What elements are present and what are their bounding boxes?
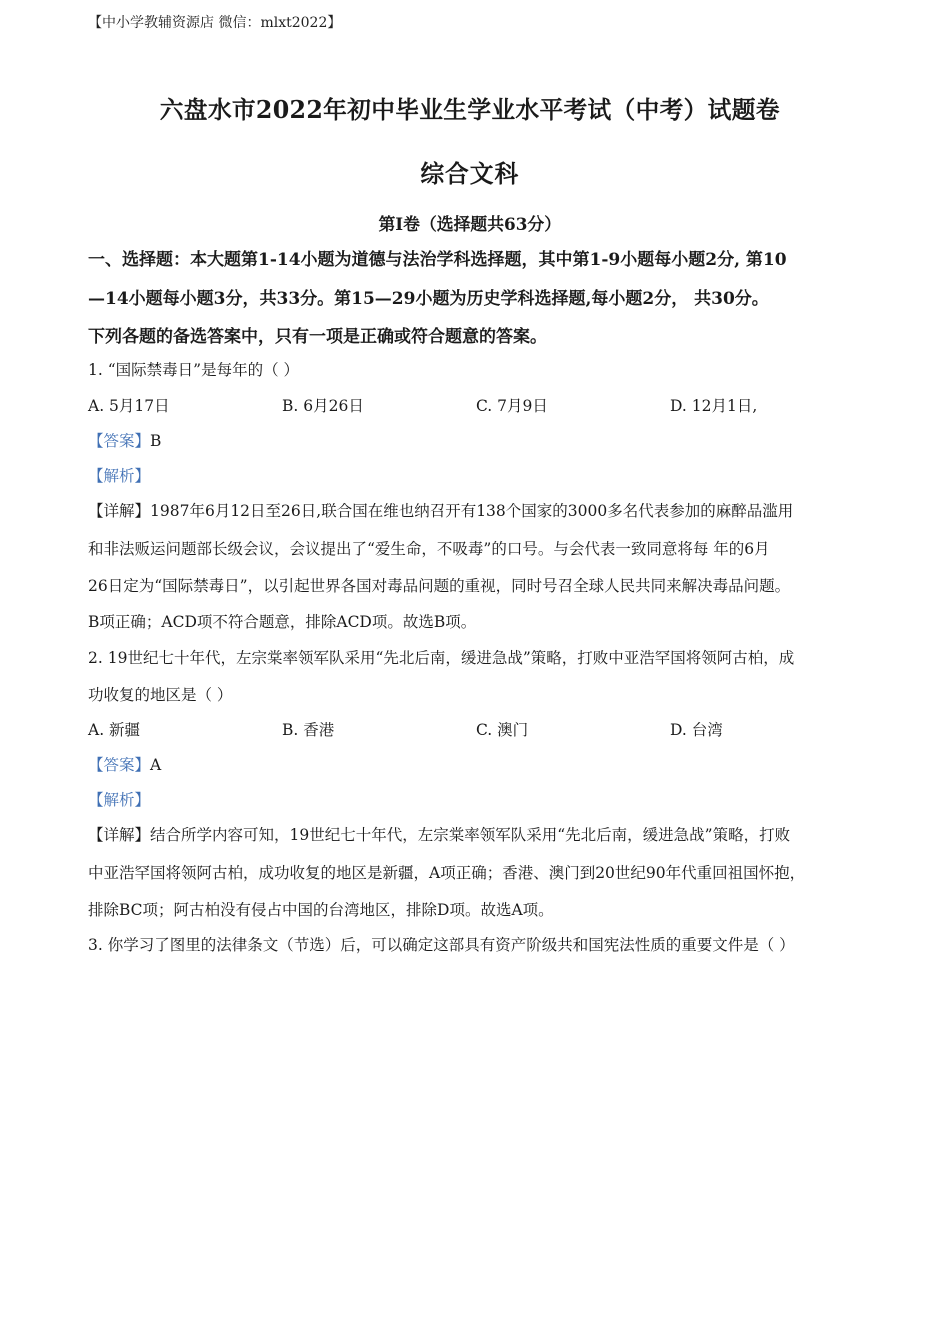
q2-option-b: B. 香港 <box>282 721 335 739</box>
q1-option-b: B. 6月26日 <box>282 397 364 415</box>
answer-tag: 【答案】 <box>88 756 151 774</box>
detail-tag: 【详解】 <box>88 502 151 520</box>
q1-answer <box>88 429 161 451</box>
q2-option-d: D. 台湾 <box>670 721 723 739</box>
q1-option-c: C. 7月9日 <box>476 397 548 415</box>
q1-detail-line-2: 和非法贩运问题部长级会议，会议提出了“爱生命，不吸毒”的口号。与会代表一致同意将每 年的6月 <box>88 540 770 558</box>
q2-option-c: C. 澳门 <box>476 721 529 739</box>
q2-answer <box>88 753 161 775</box>
instructions-line-2: —14小题每小题3分，共33分。第15—29小题为历史学科选择题,每小题2分， 共30分。 <box>88 289 769 309</box>
watermark-text: 【中小学教辅资源店 微信：mlxt2022】 <box>88 15 342 31</box>
q1-option-d: D. 12月1日, <box>670 397 758 415</box>
answer-tag: 【答案】 <box>88 432 151 450</box>
q1-option-a: A. 5月17日 <box>88 397 170 415</box>
instructions-line-3: 下列各题的备选答案中，只有一项是正确或符合题意的答案。 <box>88 327 547 347</box>
q2-stem-line-2: 功收复的地区是（ ） <box>88 686 233 704</box>
q2-analysis-tag: 【解析】 <box>88 791 151 809</box>
detail-text: 1987年6月12日至26日,联合国在维也纳召开有138个国家的3000多名代表参加的麻醉品滥用 <box>150 502 794 520</box>
q1-stem: 1. “国际禁毒日”是每年的（ ） <box>88 361 299 379</box>
q2-detail-line-2: 中亚浩罕国将领阿古柏，成功收复的地区是新疆，A项正确；香港、澳门到20世纪90年代重回祖国怀抱， <box>88 864 806 882</box>
q1-analysis-tag: 【解析】 <box>88 467 151 485</box>
q1-detail-line-3: 26日定为“国际禁毒日”，以引起世界各国对毒品问题的重视，同时号召全球人民共同来解决毒品问题。 <box>88 577 791 595</box>
q2-detail-line-3: 排除BC项；阿古柏没有侵占中国的台湾地区，排除D项。故选A项。 <box>88 901 554 919</box>
answer-value: B <box>150 432 162 450</box>
q1-detail-line-4: B项正确；ACD项不符合题意，排除ACD项。故选B项。 <box>88 613 477 631</box>
q2-detail-line-1 <box>88 823 790 845</box>
exam-subject: 综合文科 <box>420 159 520 188</box>
exam-title: 六盘水市2022年初中毕业生学业水平考试（中考）试题卷 <box>159 95 780 124</box>
q2-option-a: A. 新疆 <box>88 721 141 739</box>
instructions-line-1: 一、选择题：本大题第1-14小题为道德与法治学科选择题，其中第1-9小题每小题2分, 第10 <box>88 250 787 270</box>
exam-part-heading: 第I卷（选择题共63分） <box>378 215 562 235</box>
q2-stem-line-1: 2. 19世纪七十年代，左宗棠率领军队采用“先北后南，缓进急战”策略，打败中亚浩罕国将领阿古柏，成 <box>88 649 795 667</box>
q3-stem: 3. 你学习了图里的法律条文（节选）后，可以确定这部具有资产阶级共和国宪法性质的重要文件是（ ） <box>88 936 795 954</box>
q1-detail-line-1 <box>88 499 793 521</box>
answer-value: A <box>150 756 162 774</box>
detail-text: 结合所学内容可知，19世纪七十年代，左宗棠率领军队采用“先北后南，缓进急战”策略，打败 <box>150 826 791 844</box>
detail-tag: 【详解】 <box>88 826 151 844</box>
